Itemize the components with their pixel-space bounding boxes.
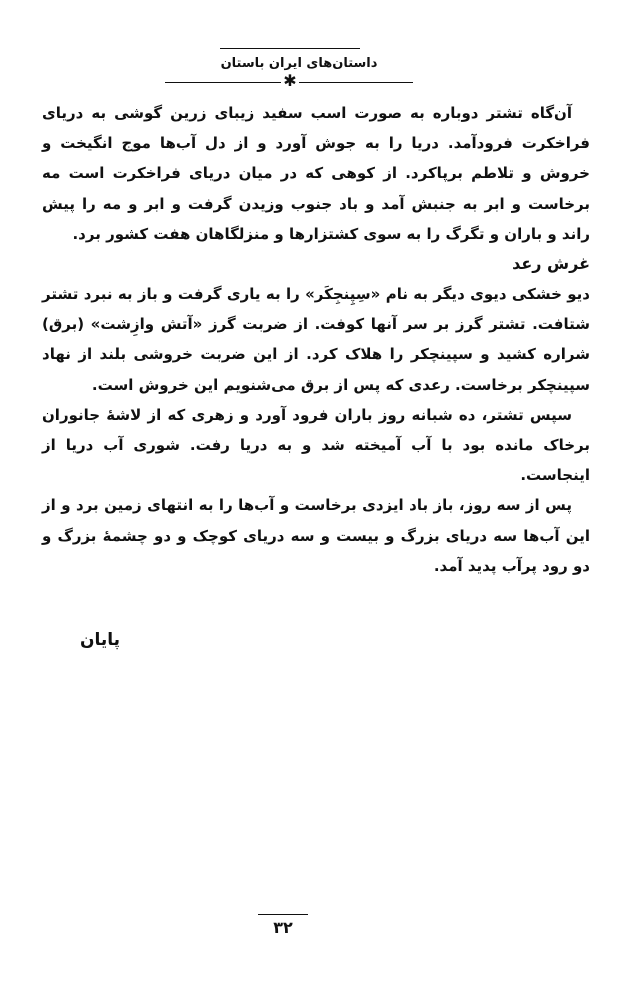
asterisk-ornament-icon: ✱ xyxy=(281,72,299,90)
folio-rule xyxy=(258,914,308,915)
body-text xyxy=(42,98,590,581)
paragraph-3: سپس تشتر، ده شبانه روز باران فرود آورد و زهری که از لاشهٔ جانوران برخاک مانده بود با آب آمیخته شد و به دریا رفت. شوری آب دریا از اینجاست. xyxy=(42,405,590,485)
paragraph-1: آن‌گاه تشتر دوباره به صورت اسب سفید زیبای زرین گوشی به دریای فراخکرت فرودآمد. دریا را به جوش آورد و از دل آب‌ها موج انگیخت و خروش و تلاطم برپاکرد. از کوهی که در میان دریای فراخکرت است مه برخاست و ابر به جنبش آمد و باد جنوب وزیدن گرفت و ابر و مه را پیش راند و باران و تگرگ را به سوی کشتزارها و منزلگاهان هفت کشور برد. xyxy=(42,104,590,243)
section-heading: غرش رعد xyxy=(512,254,590,274)
paragraph-4: پس از سه روز، باز باد ایزدی برخاست و آب‌ها را به انتهای زمین برد و از این آب‌ها سه دریای بزرگ و بیست و سه دریای کوچک و دو چشمهٔ بزرگ و دو رود پرآب پدید آمد. xyxy=(42,496,590,575)
running-title: داستان‌های ایران باستان xyxy=(220,56,378,71)
paragraph-2: دیو خشکی دیوی دیگر به نام «سِپِنجِکَر» را به یاری گرفت و باز به نبرد تشتر شتافت. تشتر گرز بر سر آنها کوفت. از ضربت گرز «آتش وازِشت» (برق) شراره کشید و سپینچکر را هلاک کرد. از این ضربت خروشی بلند از نهاد سپینچکر برخاست. رعدی که پس از برق می‌شنویم این خروش است. xyxy=(42,285,590,394)
end-mark: پایان xyxy=(79,630,120,650)
header-rule-top xyxy=(220,48,360,49)
page-number: ۳۲ xyxy=(273,918,293,937)
